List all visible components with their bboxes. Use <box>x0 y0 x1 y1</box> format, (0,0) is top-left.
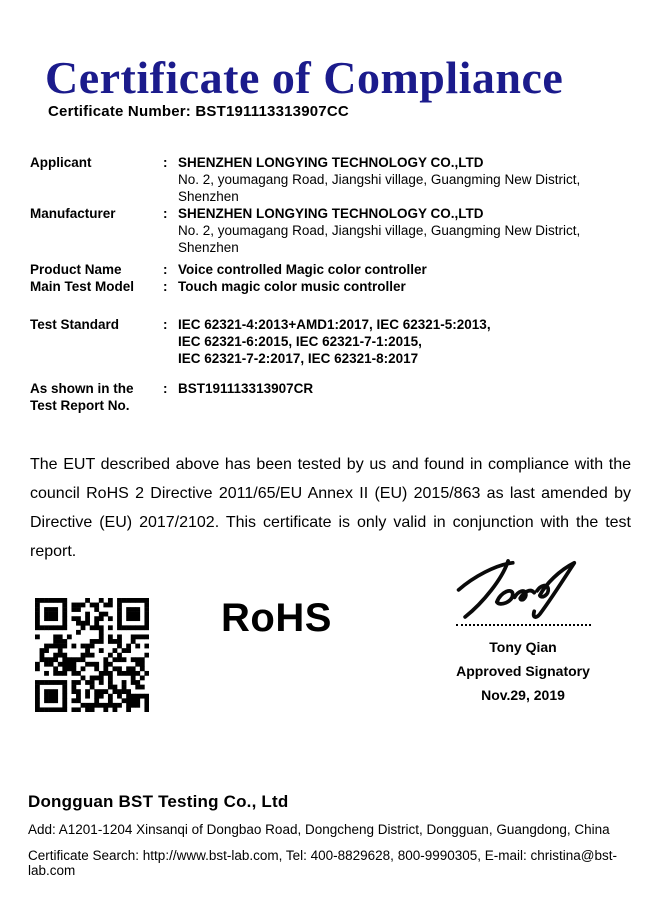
signature-date: Nov.29, 2019 <box>481 687 565 703</box>
signatory-role: Approved Signatory <box>456 663 590 679</box>
field-label: Product Name <box>30 262 122 277</box>
manufacturer-address-line2: Shenzhen <box>178 240 239 255</box>
field-label <box>30 380 163 414</box>
applicant-address-line1: No. 2, youmagang Road, Jiangshi village, Guangming New District, <box>178 172 581 187</box>
compliance-statement: The EUT described above has been tested by us and found in compliance with the council RoHS 2 Directive 2011/65/EU Annex II (EU) 2015/863 as last amended by Directive (EU) 2017/2102. This certificate is only valid in conjunction with the test report. <box>30 456 631 560</box>
signature-image <box>453 554 593 622</box>
field-value <box>178 205 635 256</box>
field-row-test-standard <box>30 316 635 367</box>
field-row-main-test-model <box>30 278 635 295</box>
field-value <box>178 316 635 367</box>
field-label: Manufacturer <box>30 206 116 221</box>
test-standard-line3: IEC 62321-7-2:2017, IEC 62321-8:2017 <box>178 351 419 366</box>
field-row-product-name <box>30 261 635 278</box>
test-standard-line1: IEC 62321-4:2013+AMD1:2017, IEC 62321-5:2013, <box>178 317 491 332</box>
field-value <box>178 261 635 278</box>
page-title: Certificate of Compliance <box>45 51 564 103</box>
test-report-label-line1: As shown in the <box>30 381 134 396</box>
field-colon: : <box>163 206 168 221</box>
signature-block <box>428 554 618 707</box>
field-label: Test Standard <box>30 317 120 332</box>
field-value <box>178 154 635 205</box>
applicant-company: SHENZHEN LONGYING TECHNOLOGY CO.,LTD <box>178 155 484 170</box>
lab-contact-info: Certificate Search: http://www.bst-lab.com, Tel: 400-8829628, 800-9990305, E-mail: christina@bst-lab.com <box>28 848 617 878</box>
lab-company-name: Dongguan BST Testing Co., Ltd <box>28 792 289 811</box>
field-value <box>178 278 635 295</box>
lab-address: Add: A1201-1204 Xinsanqi of Dongbao Road, Dongcheng District, Dongguan, Guangdong, China <box>28 822 610 837</box>
main-test-model-value: Touch magic color music controller <box>178 279 406 294</box>
footer <box>28 792 638 878</box>
certificate-number: Certificate Number: BST191113313907CC <box>48 103 349 120</box>
applicant-address-line2: Shenzhen <box>178 189 239 204</box>
test-standard-line2: IEC 62321-6:2015, IEC 62321-7-1:2015, <box>178 334 422 349</box>
certificate-fields <box>30 154 635 414</box>
rohs-mark: RoHS <box>221 596 332 640</box>
qr-code <box>35 598 149 712</box>
field-label: Applicant <box>30 155 92 170</box>
field-colon: : <box>163 381 168 396</box>
field-colon: : <box>163 155 168 170</box>
signature-line <box>456 624 591 626</box>
field-row-manufacturer <box>30 205 635 256</box>
field-colon: : <box>163 262 168 277</box>
test-report-number: BST191113313907CR <box>178 381 314 396</box>
field-colon: : <box>163 279 168 294</box>
field-row-test-report <box>30 380 635 414</box>
test-report-label-line2: Test Report No. <box>30 398 130 413</box>
signatory-name: Tony Qian <box>489 639 557 655</box>
manufacturer-company: SHENZHEN LONGYING TECHNOLOGY CO.,LTD <box>178 206 484 221</box>
field-row-applicant <box>30 154 635 205</box>
field-value <box>178 380 635 397</box>
field-label: Main Test Model <box>30 279 135 294</box>
manufacturer-address-line1: No. 2, youmagang Road, Jiangshi village, Guangming New District, <box>178 223 581 238</box>
field-colon: : <box>163 317 168 332</box>
product-name-value: Voice controlled Magic color controller <box>178 262 427 277</box>
